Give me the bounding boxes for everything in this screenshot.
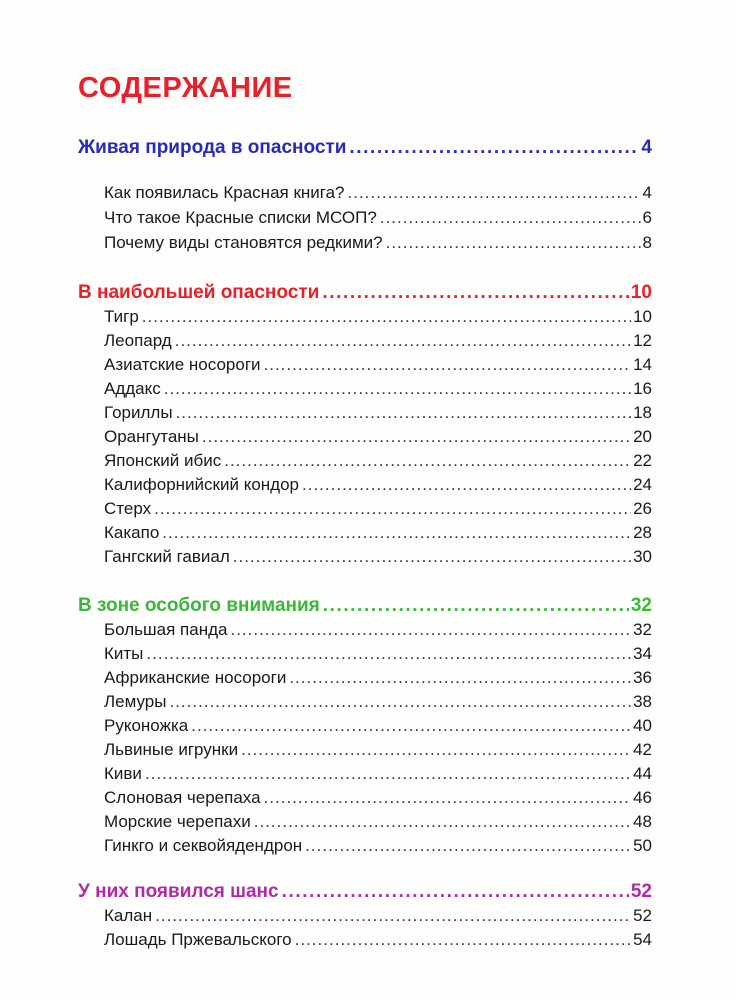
entry-page: 16 <box>633 379 652 398</box>
entry-title: Морские черепахи <box>104 812 251 831</box>
section-title: В зоне особого внимания <box>78 595 320 616</box>
toc-entry[interactable] <box>104 668 652 692</box>
toc-entry[interactable] <box>104 355 652 379</box>
section-title: У них появился шанс <box>78 881 279 902</box>
entry-page: 46 <box>633 788 652 807</box>
entry-page: 18 <box>633 403 652 422</box>
toc-entry[interactable] <box>104 644 652 668</box>
dot-leader <box>175 331 631 351</box>
page-title: СОДЕРЖАНИЕ <box>78 72 293 104</box>
toc-entry[interactable] <box>104 475 652 499</box>
entry-title: Японский ибис <box>104 451 222 470</box>
dot-leader <box>233 547 631 567</box>
entry-title: Какапо <box>104 523 160 542</box>
entry-title: Африканские носороги <box>104 668 287 687</box>
dot-leader <box>289 668 631 688</box>
section-page: 4 <box>641 137 652 158</box>
section-heading[interactable] <box>78 595 652 621</box>
entry-page: 28 <box>633 523 652 542</box>
entry-title: Как появилась Красная книга? <box>104 183 345 202</box>
dot-leader <box>146 644 631 664</box>
entry-page: 42 <box>633 740 652 759</box>
dot-leader <box>349 137 639 159</box>
dot-leader <box>154 499 631 519</box>
entry-title: Калан <box>104 906 153 925</box>
toc-entry[interactable] <box>104 906 652 930</box>
entry-page: 40 <box>633 716 652 735</box>
dot-leader <box>169 692 631 712</box>
dot-leader <box>295 930 631 950</box>
toc-entry[interactable] <box>104 331 652 355</box>
toc-entry[interactable] <box>104 451 652 475</box>
entry-title: Орангутаны <box>104 427 199 446</box>
toc-entry[interactable] <box>104 523 652 547</box>
dot-leader <box>241 740 631 760</box>
entry-page: 50 <box>633 836 652 855</box>
section-heading[interactable] <box>78 881 652 907</box>
entry-title: Леопард <box>104 331 172 350</box>
entry-page: 24 <box>633 475 652 494</box>
entry-title: Киви <box>104 764 142 783</box>
entry-page: 32 <box>633 620 652 639</box>
dot-leader <box>191 716 631 736</box>
dot-leader <box>162 523 631 543</box>
section-page: 52 <box>630 881 652 902</box>
entry-title: Аддакс <box>104 379 161 398</box>
toc-entry[interactable] <box>104 620 652 644</box>
toc-entry[interactable] <box>104 208 652 232</box>
entry-page: 26 <box>633 499 652 518</box>
entry-page: 48 <box>633 812 652 831</box>
section-heading[interactable] <box>78 282 652 308</box>
entry-title: Что такое Красные списки МСОП? <box>104 208 377 227</box>
entry-page: 6 <box>642 208 652 227</box>
entry-title: Киты <box>104 644 144 663</box>
toc-entry[interactable] <box>104 307 652 331</box>
entry-title: Слоновая черепаха <box>104 788 261 807</box>
toc-entry[interactable] <box>104 692 652 716</box>
section-page: 10 <box>630 282 652 303</box>
entry-page: 30 <box>633 547 652 566</box>
dot-leader <box>302 475 631 495</box>
dot-leader <box>282 881 629 903</box>
entry-page: 12 <box>633 331 652 350</box>
dot-leader <box>380 208 641 228</box>
section-title: Живая природа в опасности <box>78 137 347 158</box>
section-page: 32 <box>630 595 652 616</box>
dot-leader <box>386 233 641 253</box>
toc-entry[interactable] <box>104 379 652 403</box>
entry-page: 14 <box>633 355 652 374</box>
dot-leader <box>254 812 631 832</box>
toc-entry[interactable] <box>104 547 652 571</box>
toc-entry[interactable] <box>104 740 652 764</box>
dot-leader <box>224 451 631 471</box>
section-title: В наибольшей опасности <box>78 282 320 303</box>
dot-leader <box>142 307 631 327</box>
dot-leader <box>305 836 631 856</box>
toc-entry[interactable] <box>104 764 652 788</box>
entry-title: Лемуры <box>104 692 167 711</box>
toc-entry[interactable] <box>104 403 652 427</box>
dot-leader <box>202 427 631 447</box>
entry-page: 10 <box>633 307 652 326</box>
entry-page: 34 <box>633 644 652 663</box>
entry-title: Калифорнийский кондор <box>104 475 300 494</box>
dot-leader <box>264 355 632 375</box>
entry-title: Гинкго и секвойядендрон <box>104 836 303 855</box>
dot-leader <box>322 282 629 304</box>
toc-entry[interactable] <box>104 716 652 740</box>
entry-page: 8 <box>642 233 652 252</box>
toc-entry[interactable] <box>104 233 652 257</box>
dot-leader <box>230 620 631 640</box>
toc-entry[interactable] <box>104 836 652 860</box>
entry-title: Гориллы <box>104 403 173 422</box>
entry-title: Руконожка <box>104 716 189 735</box>
toc-entry[interactable] <box>104 427 652 451</box>
entry-page: 54 <box>633 930 652 949</box>
entry-title: Почему виды становятся редкими? <box>104 233 383 252</box>
toc-entry[interactable] <box>104 930 652 954</box>
dot-leader <box>164 379 631 399</box>
entry-title: Тигр <box>104 307 139 326</box>
entry-page: 36 <box>633 668 652 687</box>
entry-page: 4 <box>642 183 652 202</box>
toc-entry[interactable] <box>104 788 652 812</box>
entry-page: 44 <box>633 764 652 783</box>
toc-entry[interactable] <box>104 499 652 523</box>
entry-title: Гангский гавиал <box>104 547 230 566</box>
entry-page: 38 <box>633 692 652 711</box>
entry-title: Лошадь Пржевальского <box>104 930 292 949</box>
dot-leader <box>155 906 631 926</box>
entry-title: Львиные игрунки <box>104 740 239 759</box>
toc-entry[interactable] <box>104 183 652 207</box>
dot-leader <box>348 183 641 203</box>
dot-leader <box>264 788 632 808</box>
entry-title: Большая панда <box>104 620 228 639</box>
entry-page: 20 <box>633 427 652 446</box>
dot-leader <box>145 764 631 784</box>
entry-title: Стерх <box>104 499 152 518</box>
toc-entry[interactable] <box>104 812 652 836</box>
entry-page: 52 <box>633 906 652 925</box>
dot-leader <box>323 595 629 617</box>
entry-title: Азиатские носороги <box>104 355 261 374</box>
dot-leader <box>176 403 632 423</box>
entry-page: 22 <box>633 451 652 470</box>
section-heading[interactable] <box>78 137 652 163</box>
